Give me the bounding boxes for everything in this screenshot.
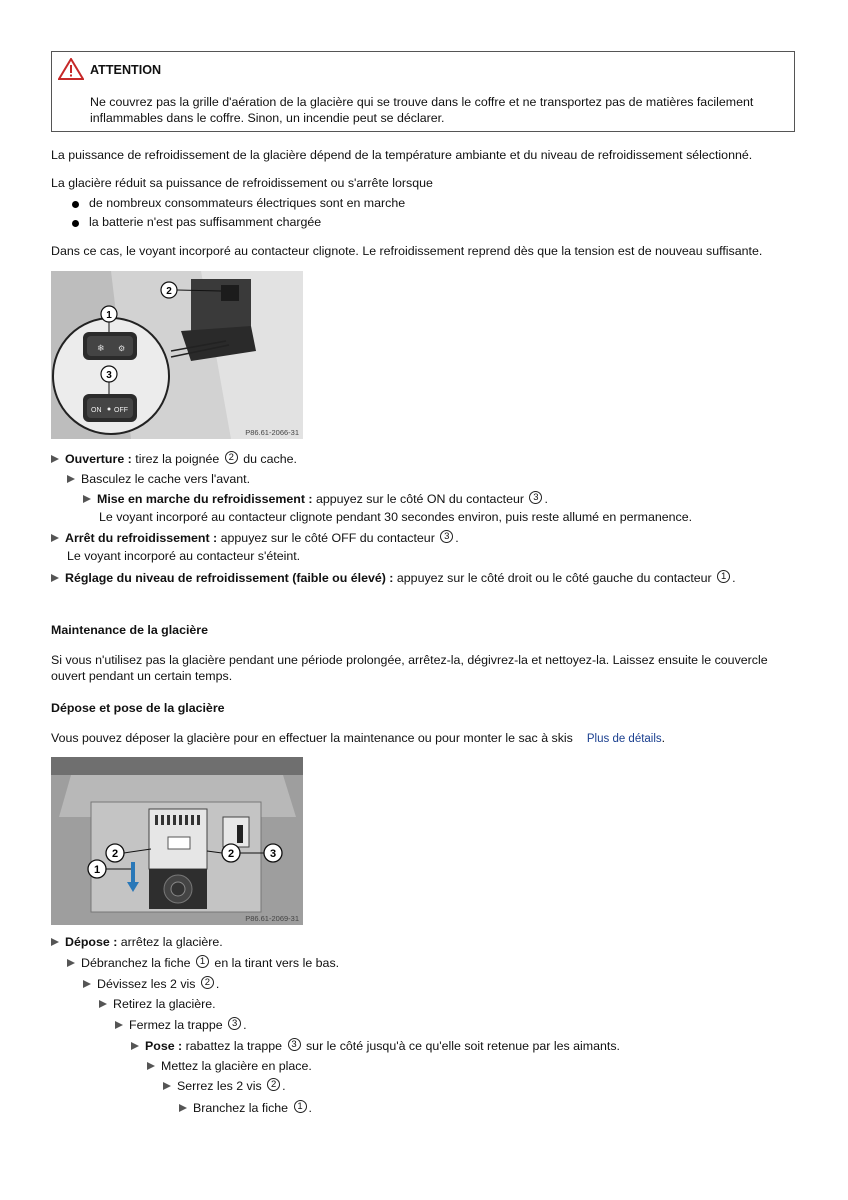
callout-3: 3 xyxy=(529,491,542,504)
step-arrow-icon xyxy=(83,980,91,988)
figure-code: P86.61-2066-31 xyxy=(245,428,299,437)
step-arrow-icon xyxy=(163,1082,171,1090)
svg-text:ON: ON xyxy=(91,407,102,414)
figure-code: P86.61-2069-31 xyxy=(245,914,299,923)
warning-icon xyxy=(58,58,84,80)
callout-2: 2 xyxy=(225,451,238,464)
cooler-switch-figure xyxy=(51,271,303,439)
step-debranchez: Débranchez la fiche 1 en la tirant vers le bas. xyxy=(67,955,339,971)
step-note: Le voyant incorporé au contacteur s'éteint. xyxy=(67,549,301,563)
callout-3: 3 xyxy=(288,1038,301,1051)
step-arrow-icon xyxy=(51,534,59,542)
callout-2: 2 xyxy=(227,848,235,860)
step-arrow-icon xyxy=(131,1042,139,1050)
callout-1: 1 xyxy=(106,310,112,321)
step-note: Le voyant incorporé au contacteur clignote pendant 30 secondes environ, puis reste allumé en permanence. xyxy=(99,510,693,524)
step-arrow-icon xyxy=(51,938,59,946)
step-branchez: Branchez la fiche 1 . xyxy=(179,1100,312,1116)
step-arrow-icon xyxy=(67,475,75,483)
step-arrow-icon xyxy=(51,574,59,582)
svg-text:⚙: ⚙ xyxy=(118,344,126,353)
step-pose: Pose : rabattez la trappe 3 sur le côté jusqu'à ce qu'elle soit retenue par les aimants. xyxy=(131,1038,620,1054)
step-ouverture: Ouverture : tirez la poignée 2 du cache. xyxy=(51,451,297,467)
step-basculez: Basculez le cache vers l'avant. xyxy=(67,471,250,487)
step-mettez: Mettez la glacière en place. xyxy=(147,1058,312,1074)
callout-1: 1 xyxy=(93,864,101,876)
paragraph: La glacière réduit sa puissance de refroidissement ou s'arrête lorsque xyxy=(51,176,433,190)
callout-2: 2 xyxy=(201,976,214,989)
callout-3: 3 xyxy=(228,1017,241,1030)
step-arret: Arrêt du refroidissement : appuyez sur le côté OFF du contacteur 3 . xyxy=(51,530,459,546)
callout-3: 3 xyxy=(106,370,112,381)
svg-text:OFF: OFF xyxy=(114,407,128,414)
warning-box xyxy=(51,51,795,132)
paragraph: Vous pouvez déposer la glacière pour en effectuer la maintenance ou pour monter le sac à skis Plus de détails. xyxy=(51,731,666,745)
warning-text: Ne couvrez pas la grille d'aération de la glacière qui se trouve dans le coffre et ne transportez pas de matières facilement inflammables dans le coffre. Sinon, un incendie peut se déclarer. xyxy=(90,95,754,125)
paragraph: Dans ce cas, le voyant incorporé au contacteur clignote. Le refroidissement reprend dès que la tension est de nouveau suffisante. xyxy=(51,244,763,258)
step-fermez: Fermez la trappe 3 . xyxy=(115,1017,247,1033)
paragraph: Si vous n'utilisez pas la glacière pendant une période prolongée, arrêtez-la, dégivrez-la et nettoyez-la. Laissez ensuite le couvercle ouvert pendant un certain temps. xyxy=(51,653,768,683)
step-retirez: Retirez la glacière. xyxy=(99,996,216,1012)
callout-3: 3 xyxy=(440,530,453,543)
warning-title: ATTENTION xyxy=(90,63,162,77)
callout-1: 1 xyxy=(717,570,730,583)
step-reglage: Réglage du niveau de refroidissement (faible ou élevé) : appuyez sur le côté droit ou le côté gauche du contacteur 1 . xyxy=(51,570,736,586)
svg-text:❄: ❄ xyxy=(97,344,105,354)
paragraph: La puissance de refroidissement de la glacière dépend de la température ambiante et du niveau de refroidissement sélectionné. xyxy=(51,148,753,162)
bullet-icon xyxy=(72,201,79,208)
details-link[interactable]: Plus de détails xyxy=(586,733,662,745)
step-devissez: Dévissez les 2 vis 2 . xyxy=(83,976,219,992)
step-arrow-icon xyxy=(115,1021,123,1029)
callout-1: 1 xyxy=(196,955,209,968)
step-serrez: Serrez les 2 vis 2 . xyxy=(163,1078,286,1094)
cooler-trunk-figure xyxy=(51,757,303,925)
step-arrow-icon xyxy=(51,455,59,463)
section-heading: Maintenance de la glacière xyxy=(51,623,209,637)
step-arrow-icon xyxy=(67,959,75,967)
step-depose: Dépose : arrêtez la glacière. xyxy=(51,934,223,950)
callout-2: 2 xyxy=(267,1078,280,1091)
callout-2: 2 xyxy=(111,848,119,860)
bullet-icon xyxy=(72,220,79,227)
callout-3: 3 xyxy=(269,848,277,860)
step-mise-en-marche: Mise en marche du refroidissement : appuyez sur le côté ON du contacteur 3 . xyxy=(83,491,548,507)
callout-2: 2 xyxy=(166,286,172,297)
section-heading: Dépose et pose de la glacière xyxy=(51,701,225,715)
step-arrow-icon xyxy=(83,495,91,503)
step-arrow-icon xyxy=(99,1000,107,1008)
callout-1: 1 xyxy=(294,1100,307,1113)
step-arrow-icon xyxy=(179,1104,187,1112)
step-arrow-icon xyxy=(147,1062,155,1070)
